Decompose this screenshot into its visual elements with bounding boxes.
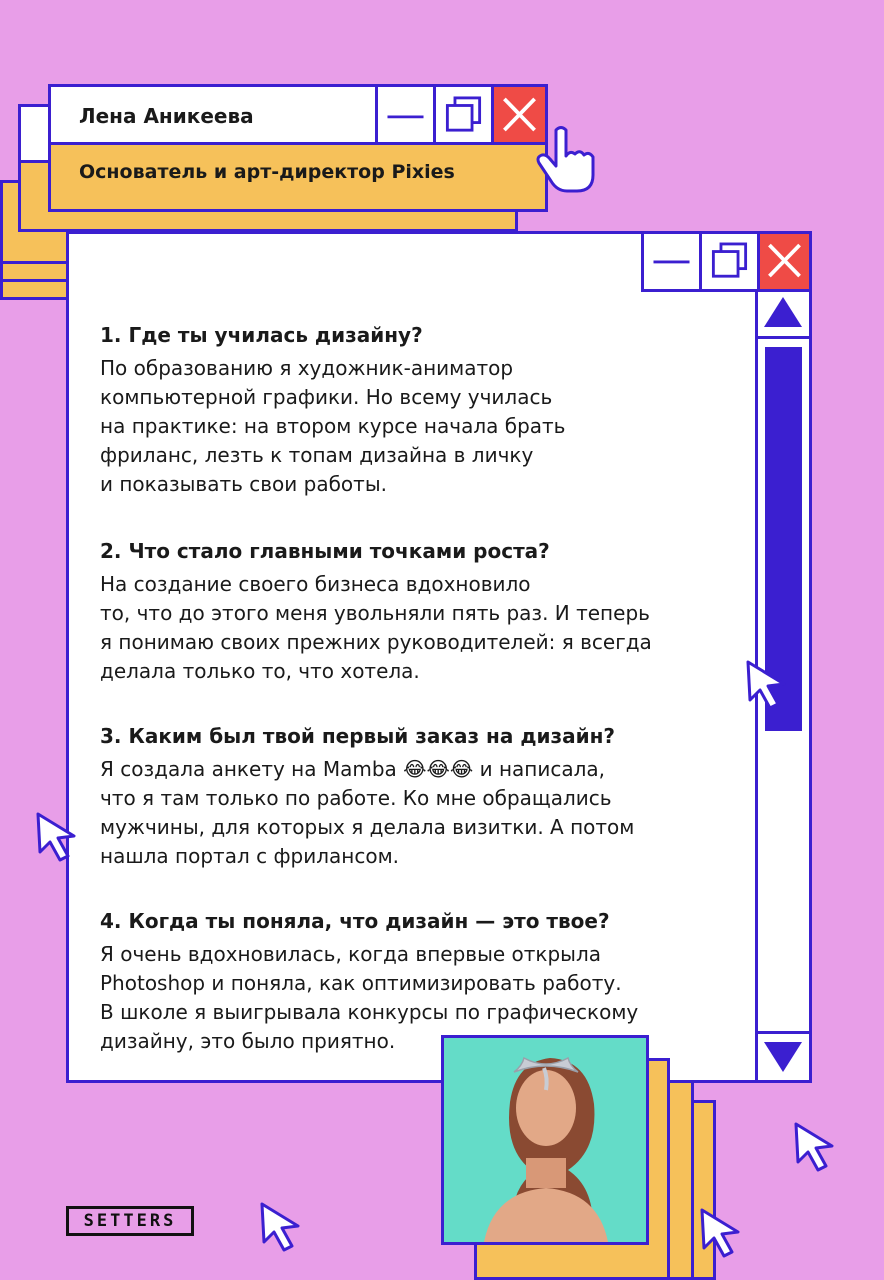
main-close-button[interactable] <box>757 234 809 292</box>
minimize-button[interactable] <box>375 87 433 142</box>
answer-3: Я создала анкету на Mamba 😂😂😂 и написала, что я там только по работе. Ко мне обращались мужчины, для которых я делала визитки. А потом нашла портал с фрилансом. <box>100 757 635 868</box>
cursor-arrow-icon <box>34 810 82 862</box>
profile-window <box>48 84 548 212</box>
minimize-icon <box>378 87 433 142</box>
question-3: 3. Каким был твой первый заказ на дизайн? <box>100 724 616 748</box>
answer-1: По образованию я художник-аниматор компьютерной графики. Но всему училась на практике: на втором курсе начала брать фриланс, лезть к топам дизайна в личку и показывать свои работы. <box>100 356 566 496</box>
scroll-down-button[interactable] <box>758 1031 809 1080</box>
qa-item-1 <box>100 322 740 499</box>
portrait-illustration <box>444 1038 646 1242</box>
profile-role: Основатель и арт-директор Pixies <box>79 161 455 183</box>
hand-pointer-icon <box>534 124 598 194</box>
question-4: 4. Когда ты поняла, что дизайн — это твое? <box>100 909 610 933</box>
minimize-icon <box>644 234 699 289</box>
qa-item-4 <box>100 908 740 1056</box>
maximize-icon <box>436 87 491 142</box>
cursor-arrow-icon <box>258 1200 306 1252</box>
qa-item-3 <box>100 723 740 871</box>
qa-item-2 <box>100 538 740 686</box>
arrow-down-icon <box>758 1034 809 1080</box>
cursor-arrow-icon <box>744 658 792 710</box>
portrait-photo <box>441 1035 649 1245</box>
cursor-arrow-icon <box>792 1120 840 1172</box>
arrow-up-icon <box>758 289 809 336</box>
scroll-up-button[interactable] <box>758 289 809 339</box>
close-icon <box>760 234 809 289</box>
maximize-button[interactable] <box>433 87 491 142</box>
main-window-titlebar <box>69 234 809 292</box>
question-1: 1. Где ты училась дизайну? <box>100 323 423 347</box>
main-maximize-button[interactable] <box>699 234 757 292</box>
cursor-arrow-icon <box>698 1206 746 1258</box>
brand-logo: SETTERS <box>66 1206 194 1236</box>
answer-4: Я очень вдохновилась, когда впервые открыла Photoshop и поняла, как оптимизировать работу. В школе я выигрывала конкурсы по графическому дизайну, это было приятно. <box>100 942 639 1053</box>
profile-window-titlebar <box>51 87 545 145</box>
question-2: 2. Что стало главными точками роста? <box>100 539 550 563</box>
main-minimize-button[interactable] <box>641 234 699 292</box>
maximize-icon <box>702 234 757 289</box>
profile-role-bar <box>51 145 545 209</box>
profile-name: Лена Аникеева <box>79 104 254 128</box>
answer-2: На создание своего бизнеса вдохновило то, что до этого меня увольняли пять раз. И теперь я понимаю своих прежних руководителей: я всегда делала только то, что хотела. <box>100 572 652 683</box>
